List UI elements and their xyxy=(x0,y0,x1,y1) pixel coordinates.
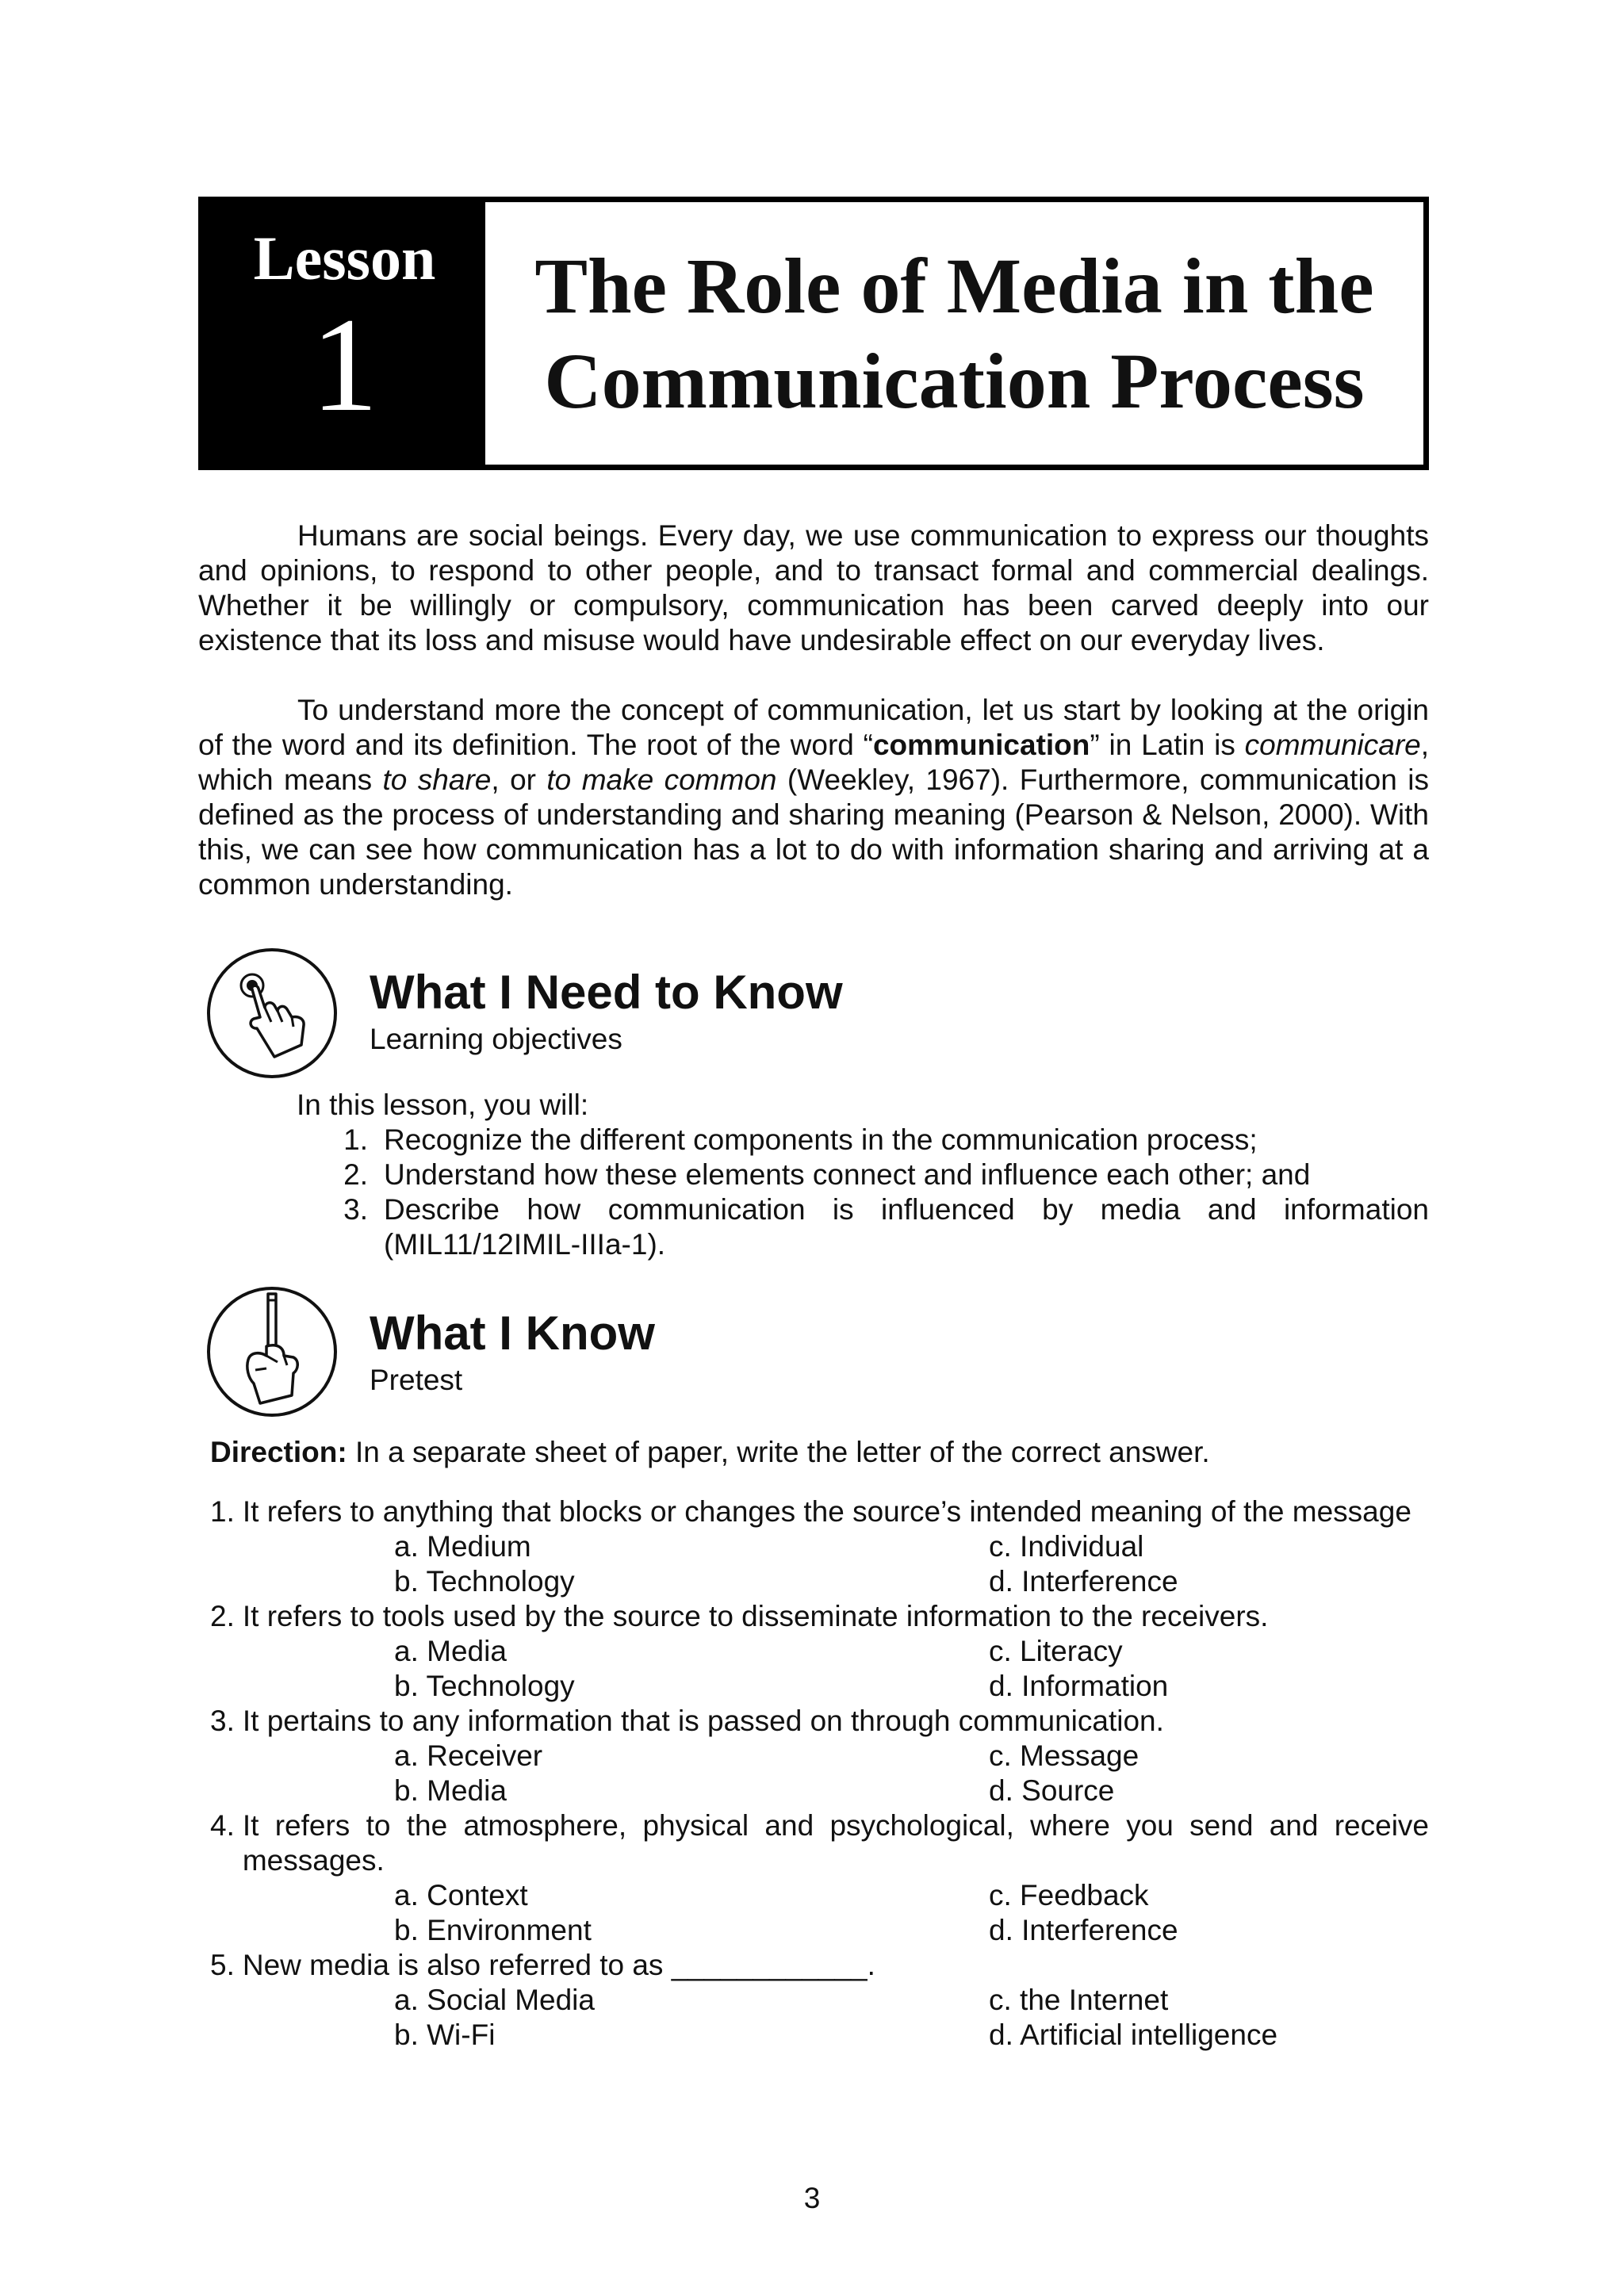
option-d: d. Information xyxy=(989,1670,1169,1702)
para2-italic-3: to make common xyxy=(546,763,777,796)
pretest-direction xyxy=(210,1435,1210,1470)
question-block xyxy=(210,1599,1429,1704)
question-number: 2. xyxy=(210,1600,235,1632)
option-b: b. Media xyxy=(394,1774,507,1807)
question-number: 5. xyxy=(210,1949,235,1981)
option-a: a. Media xyxy=(394,1635,507,1667)
option-a: a. Receiver xyxy=(394,1739,543,1772)
option-d: d. Artificial intelligence xyxy=(989,2019,1278,2051)
question-block xyxy=(210,1494,1429,1599)
option-c: c. Literacy xyxy=(989,1635,1123,1667)
section-title-what-i-know: What I Know xyxy=(370,1307,655,1360)
hand-holding-pencil-icon xyxy=(205,1284,339,1419)
option-b: b. Technology xyxy=(394,1565,575,1598)
para2-text-e: (Weekley, 1967). Furthermore, communication is defined as the process of understanding and sharing meaning (Pearson & Nelson, 2000). With this, we can see how communication has a lot to do with information sharing and arriving at a common understanding. xyxy=(198,763,1429,901)
option-d: d. Interference xyxy=(989,1565,1178,1598)
question-text: New media is also referred to as ____________. xyxy=(242,1949,875,1981)
lesson-title-line2: Communication Process xyxy=(544,336,1365,425)
hand-pointing-icon xyxy=(205,946,339,1081)
question-block xyxy=(210,1948,1429,2053)
para2-italic-2: to share xyxy=(382,763,492,796)
option-b: b. Technology xyxy=(394,1670,575,1702)
intro-paragraph-1-text: Humans are social beings. Every day, we use communication to express our thoughts and opinions, to respond to other people, and to transact formal and commercial dealings. Whether it be willingly or compulsory, communication has been carved deeply into our existence that its loss and misuse would have undesirable effect on our everyday lives. xyxy=(198,519,1429,656)
intro-paragraph-1 xyxy=(198,519,1429,658)
para2-text-c: , which means xyxy=(198,729,1429,796)
option-b: b. Environment xyxy=(394,1914,592,1946)
option-c: c. Message xyxy=(989,1739,1139,1772)
para2-text-a: To understand more the concept of communication, let us start by looking at the origin of the word and its definition. The root of the word “ xyxy=(198,694,1429,761)
para2-bold-term: communication xyxy=(872,729,1090,761)
page-number: 3 xyxy=(803,2182,821,2214)
question-text: It refers to anything that blocks or changes the source’s intended meaning of the message xyxy=(242,1495,1411,1528)
option-a: a. Context xyxy=(394,1879,528,1911)
lesson-number: 1 xyxy=(311,289,378,439)
objective-item xyxy=(297,1192,1429,1262)
question-number: 1. xyxy=(210,1495,235,1528)
objectives-intro: In this lesson, you will: xyxy=(297,1089,589,1121)
option-c: c. the Internet xyxy=(989,1984,1169,2016)
objective-number: 1. xyxy=(343,1123,368,1156)
section-subtitle-learning-objectives: Learning objectives xyxy=(370,1023,622,1055)
objective-item xyxy=(297,1123,1429,1158)
question-block xyxy=(210,1808,1429,1948)
pretest-questions xyxy=(210,1494,1429,2053)
option-c: c. Individual xyxy=(989,1530,1144,1563)
intro-paragraph-2 xyxy=(198,693,1429,902)
lesson-banner xyxy=(198,197,1429,470)
objective-text: Recognize the different components in the communication process; xyxy=(384,1123,1258,1156)
option-d: d. Interference xyxy=(989,1914,1178,1946)
lesson-title-line1: The Role of Media in the xyxy=(534,241,1374,330)
question-block xyxy=(210,1704,1429,1808)
option-c: c. Feedback xyxy=(989,1879,1149,1911)
para2-italic-1: communicare xyxy=(1244,729,1421,761)
objective-item xyxy=(297,1158,1429,1192)
lesson-word: Lesson xyxy=(253,223,436,293)
question-number: 3. xyxy=(210,1705,235,1737)
objective-text: Describe how communication is influenced by media and information (MIL11/12IMIL-IIIa-1). xyxy=(384,1193,1429,1261)
option-a: a. Social Media xyxy=(394,1984,595,2016)
section-title-need-to-know: What I Need to Know xyxy=(370,966,843,1019)
objectives-list xyxy=(297,1123,1429,1262)
option-d: d. Source xyxy=(989,1774,1115,1807)
lesson-label-block xyxy=(204,202,485,465)
lesson-title xyxy=(485,202,1423,465)
para2-text-d: , or xyxy=(491,763,547,796)
question-text: It pertains to any information that is passed on through communication. xyxy=(242,1705,1164,1737)
objective-text: Understand how these elements connect and influence each other; and xyxy=(384,1158,1311,1191)
option-b: b. Wi-Fi xyxy=(394,2019,496,2051)
option-a: a. Medium xyxy=(394,1530,531,1563)
question-number: 4. xyxy=(210,1809,235,1842)
para2-text-b: ” in Latin is xyxy=(1090,729,1245,761)
section-subtitle-pretest: Pretest xyxy=(370,1364,463,1396)
direction-label: Direction: xyxy=(210,1436,347,1468)
question-text: It refers to the atmosphere, physical and psychological, where you send and receive messages. xyxy=(242,1809,1429,1877)
direction-text: In a separate sheet of paper, write the letter of the correct answer. xyxy=(347,1436,1210,1468)
objective-number: 3. xyxy=(343,1193,368,1226)
objective-number: 2. xyxy=(343,1158,368,1191)
question-text: It refers to tools used by the source to disseminate information to the receivers. xyxy=(242,1600,1269,1632)
